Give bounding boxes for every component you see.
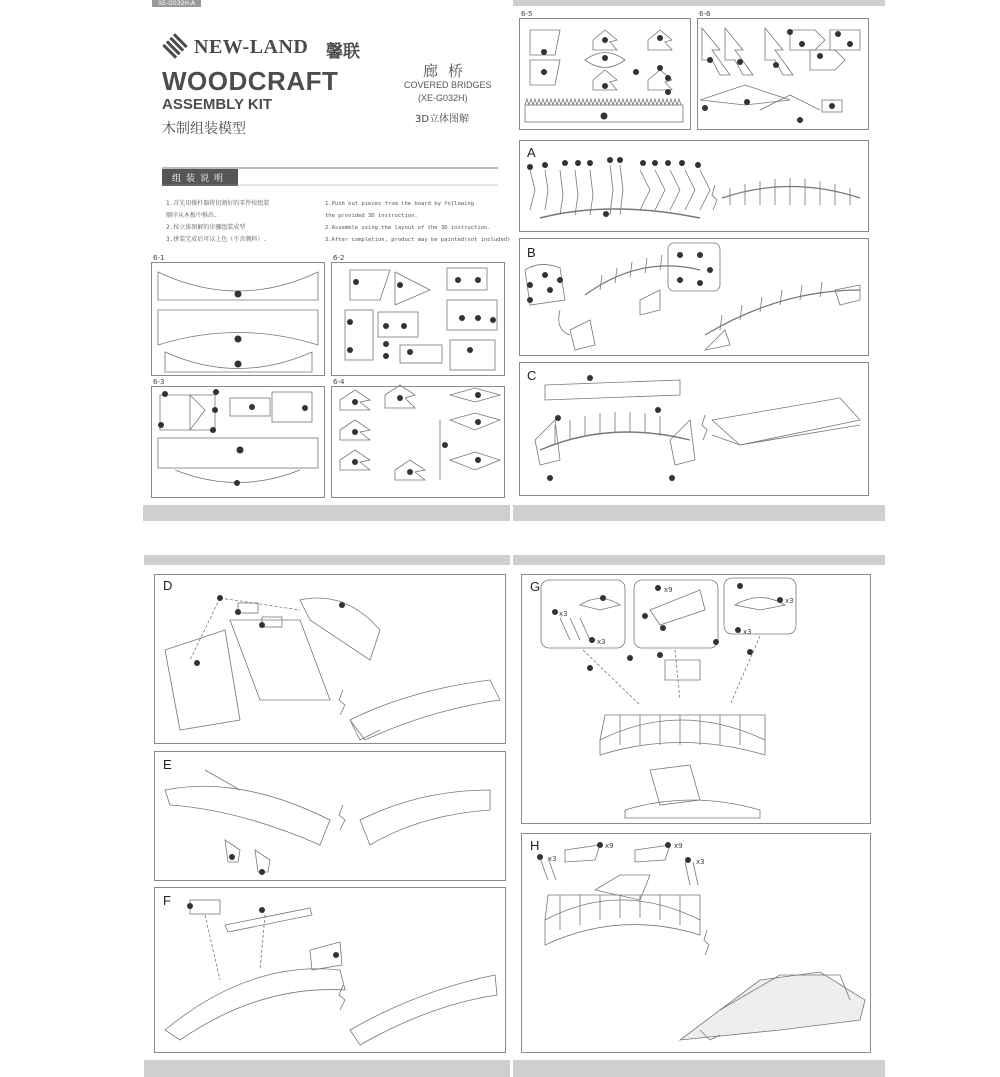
instr-en-4: 3.After completion, product may be painted(not included) [325,237,511,243]
board-label-6-4: 6-4 [333,378,345,386]
instr-cn-3: 2.按立体图解的步骤组装成型 [166,224,246,231]
instr-cn-4: 3.拼装完成后可以上色（不含颜料）. [166,236,267,243]
instructions-cn [166,198,269,246]
code-tag: XE-G032H-A [152,0,201,7]
h-qty-2: x9 [605,842,614,850]
page-title: WOODCRAFT [162,66,339,96]
board-6-6 [697,18,869,130]
step-c-label: C [527,368,537,383]
instructions-tab: 组装说明 [162,169,238,186]
bottom-left-bottom-bar [144,1060,510,1077]
board-6-1 [151,262,325,376]
step-h-label: H [530,838,540,853]
page-title-cn: 木制组装模型 [162,121,246,137]
top-left-bottom-bar [143,505,510,521]
page-subtitle: ASSEMBLY KIT [162,96,273,113]
board-6-4 [331,386,505,498]
board-label-6-1: 6-1 [153,254,165,262]
instr-en-1: 1.Push out pieces from the board by following [325,201,475,207]
instructions-en [325,198,510,246]
step-a-label: A [527,145,536,160]
instr-en-3: 2.Assemble using the layout of the 3D instruction. [325,225,491,231]
step-d-label: D [163,578,173,593]
step-g-panel [521,574,871,824]
bottom-right-bottom-bar [513,1060,885,1077]
g-qty-4: x3 [785,597,794,605]
instr-cn-2: 顺序从木板中推出. [166,212,218,219]
step-h-panel [521,833,871,1053]
brand-name-cn: 馨联 [326,42,360,62]
product-name-en: COVERED BRIDGES [404,80,492,90]
board-label-6-3: 6-3 [153,378,165,386]
step-g-label: G [530,579,541,594]
instr-cn-1: 1.首先用推杆器将切割好的零件按组装 [166,200,270,207]
board-label-6-5: 6-5 [521,10,533,18]
instr-en-2: the provided 3D instruction. [325,213,418,219]
step-b-panel [519,238,869,356]
top-right-bottom-bar [513,505,885,521]
step-b-label: B [527,245,536,260]
product-name-cn: 廊桥 [423,62,474,80]
brand-name: NEW-LAND [194,36,309,58]
step-d-panel [154,574,506,744]
product-subtitle: 3D立体图解 [415,114,470,125]
board-6-2 [331,262,505,376]
step-f-panel [154,887,506,1053]
step-c-panel [519,362,869,496]
board-6-5 [519,18,691,130]
g-qty-1: x3 [559,610,568,618]
bottom-right-top-bar [513,555,885,565]
g-qty-3: x9 [664,586,673,594]
g-qty-2: x3 [597,638,606,646]
board-6-3 [151,386,325,498]
bottom-left-top-bar [144,555,510,565]
step-e-panel [154,751,506,881]
h-qty-4: x3 [696,858,705,866]
h-qty-1: x3 [548,855,557,863]
step-a-panel [519,140,869,232]
step-e-label: E [163,757,172,772]
product-model: (XE-G032H) [418,93,468,103]
top-right-top-bar [513,0,885,6]
g-qty-5: x3 [743,628,752,636]
board-label-6-2: 6-2 [333,254,345,262]
board-label-6-6: 6-6 [699,10,711,18]
step-f-label: F [163,893,171,908]
h-qty-3: x9 [674,842,683,850]
